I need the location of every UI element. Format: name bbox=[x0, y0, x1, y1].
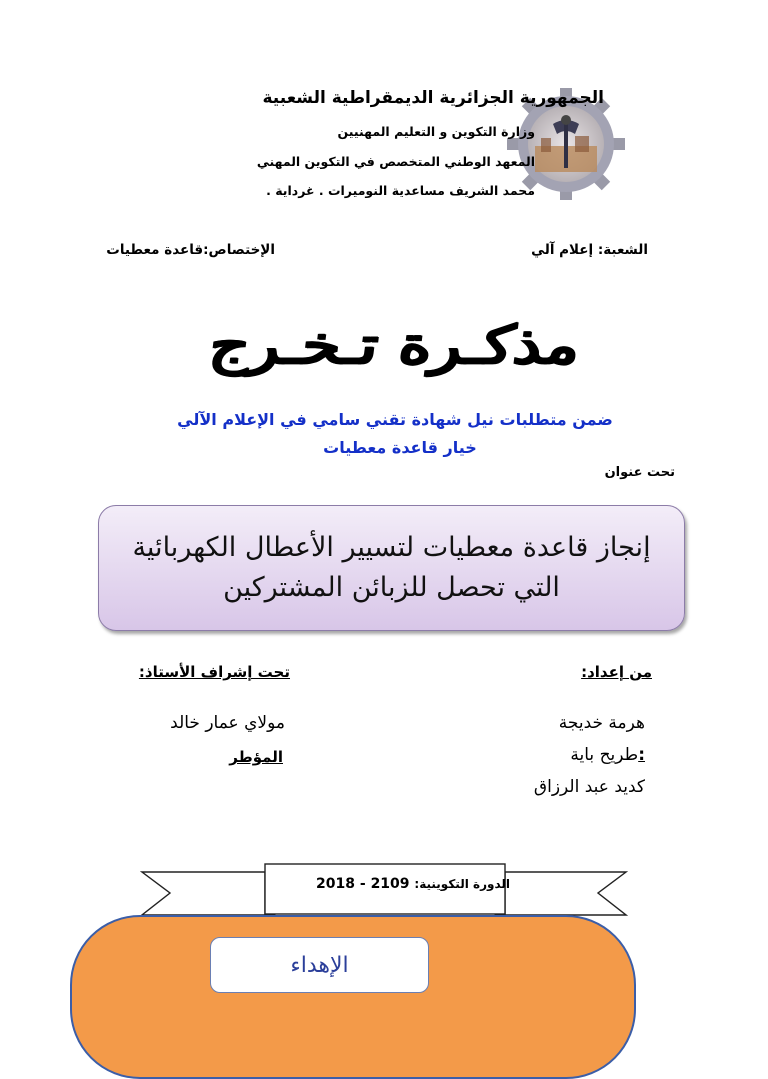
supervisor-name: مولاي عمار خالد bbox=[170, 713, 285, 733]
student-name-3: كديد عبد الرزاق bbox=[533, 777, 645, 797]
dedication-title: الإهداء bbox=[290, 952, 349, 978]
student-name-1: هرمة خديجة bbox=[558, 713, 645, 733]
prepared-by-label: من إعداد: bbox=[581, 663, 652, 681]
project-title-box bbox=[98, 505, 685, 631]
supervisor-label: تحت إشراف الأستاذ: bbox=[138, 663, 290, 681]
session-years: 2018 - 2109 bbox=[316, 876, 410, 892]
colon-mark: : bbox=[638, 745, 645, 765]
dedication-title-box bbox=[210, 937, 429, 993]
supervisor-role: المؤطر bbox=[229, 748, 283, 766]
student-name-2: طريح باية bbox=[570, 745, 639, 765]
republic-title: الجمهورية الجزائرية الديمقراطية الشعبية bbox=[262, 88, 604, 108]
institute-name: المعهد الوطني المتخصص في التكوين المهني bbox=[256, 154, 535, 169]
project-title-line1: إنجاز قاعدة معطيات لتسيير الأعطال الكهربائية bbox=[132, 532, 651, 563]
requirements-line2: خيار قاعدة معطيات bbox=[323, 438, 477, 457]
requirements-line1: ضمن متطلبات نيل شهادة تقني سامي في الإعلام الآلي bbox=[177, 410, 613, 429]
session-text bbox=[285, 876, 510, 892]
memo-title: مذكـرة تـخـرج bbox=[206, 313, 584, 376]
branch-label: الشعبة: إعلام آلي bbox=[531, 242, 648, 258]
institute-location: محمد الشريف مساعدية النوميرات . غرداية . bbox=[266, 183, 535, 198]
session-label: الدورة التكوينية: bbox=[414, 877, 510, 891]
ministry-name: وزارة التكوين و التعليم المهنيين bbox=[337, 124, 535, 139]
under-title-label: تحت عنوان bbox=[604, 465, 675, 480]
specialty-label: الإختصاص:قاعدة معطيات bbox=[106, 242, 275, 258]
project-title-line2: التي تحصل للزبائن المشتركين bbox=[223, 572, 560, 603]
student-name-2-row bbox=[500, 745, 645, 765]
